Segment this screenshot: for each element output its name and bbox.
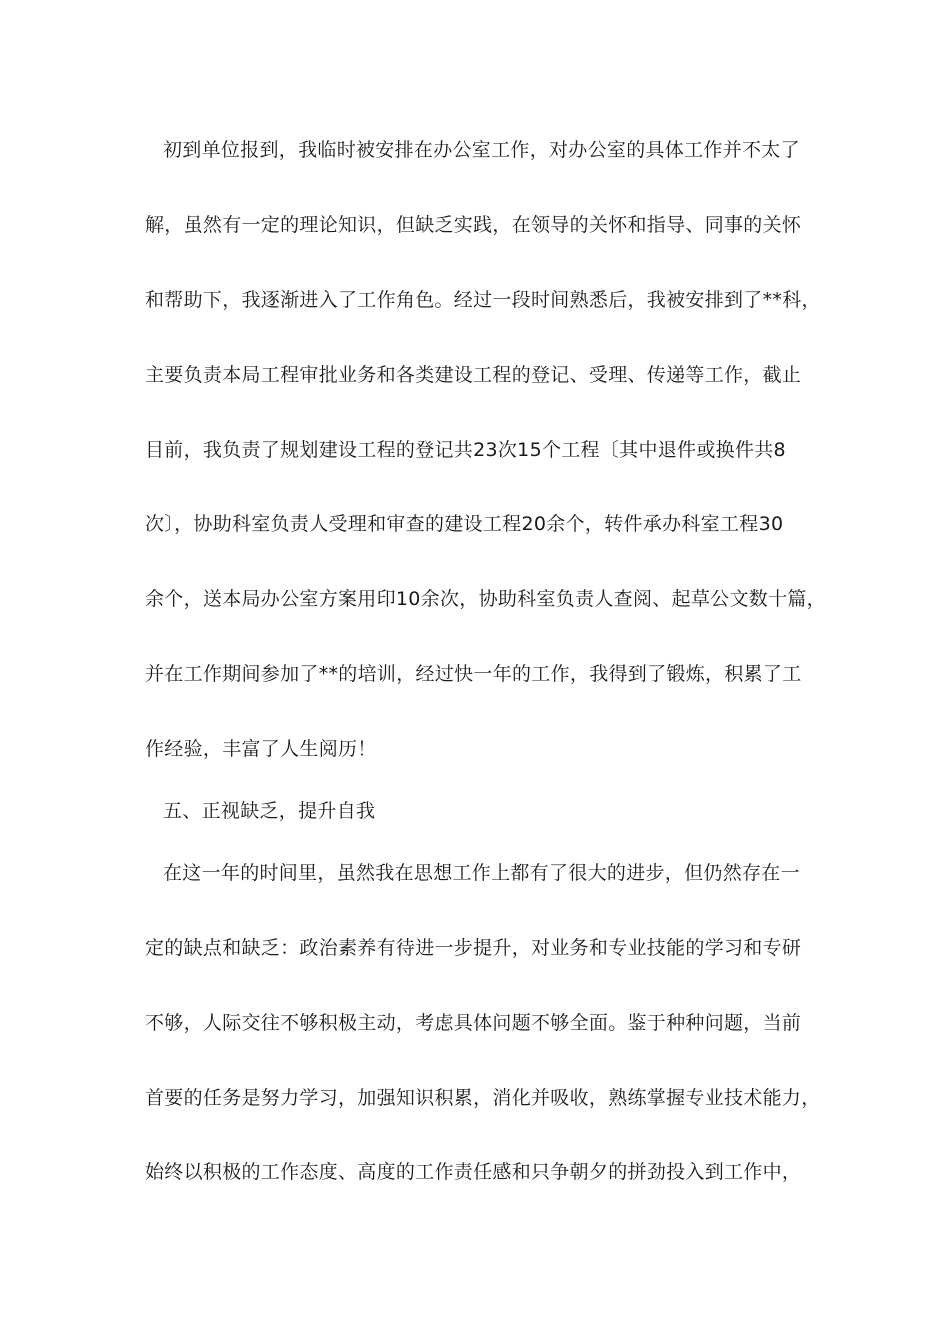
- text-line: 解，虽然有一定的理论知识，但缺乏实践，在领导的关怀和指导、同事的关怀: [145, 214, 802, 236]
- text-line: 余个，送本局办公室方案用印10余次，协助科室负责人查阅、起草公文数十篇，: [145, 588, 826, 610]
- text-line: 初到单位报到，我临时被安排在办公室工作，对办公室的具体工作并不太了: [163, 139, 800, 161]
- text-line: 目前，我负责了规划建设工程的登记共23次15个工程〔其中退件或换件共8: [145, 439, 786, 461]
- text-line: 不够，人际交往不够积极主动，考虑具体问题不够全面。鉴于种种问题，当前: [145, 1012, 802, 1034]
- text-line: 定的缺点和缺乏：政治素养有待进一步提升，对业务和专业技能的学习和专研: [145, 937, 802, 959]
- text-line: 次〕，协助科室负责人受理和审查的建设工程20余个，转件承办科室工程30: [145, 513, 784, 535]
- text-line: 始终以积极的工作态度、高度的工作责任感和只争朝夕的拼劲投入到工作中，: [145, 1161, 802, 1183]
- text-line: 作经验，丰富了人生阅历！: [145, 738, 377, 760]
- section-heading: 五、正视缺乏，提升自我: [163, 800, 376, 822]
- text-line: 首要的任务是努力学习，加强知识积累，消化并吸收，熟练掌握专业技术能力，: [145, 1087, 821, 1109]
- text-line: 主要负责本局工程审批业务和各类建设工程的登记、受理、传递等工作，截止: [145, 364, 802, 386]
- text-line: 并在工作期间参加了**的培训，经过快一年的工作，我得到了锻炼，积累了工: [145, 663, 802, 685]
- text-line: 和帮助下，我逐渐进入了工作角色。经过一段时间熟悉后，我被安排到了**科，: [145, 289, 821, 311]
- text-line: 在这一年的时间里，虽然我在思想工作上都有了很大的进步，但仍然存在一: [163, 862, 800, 884]
